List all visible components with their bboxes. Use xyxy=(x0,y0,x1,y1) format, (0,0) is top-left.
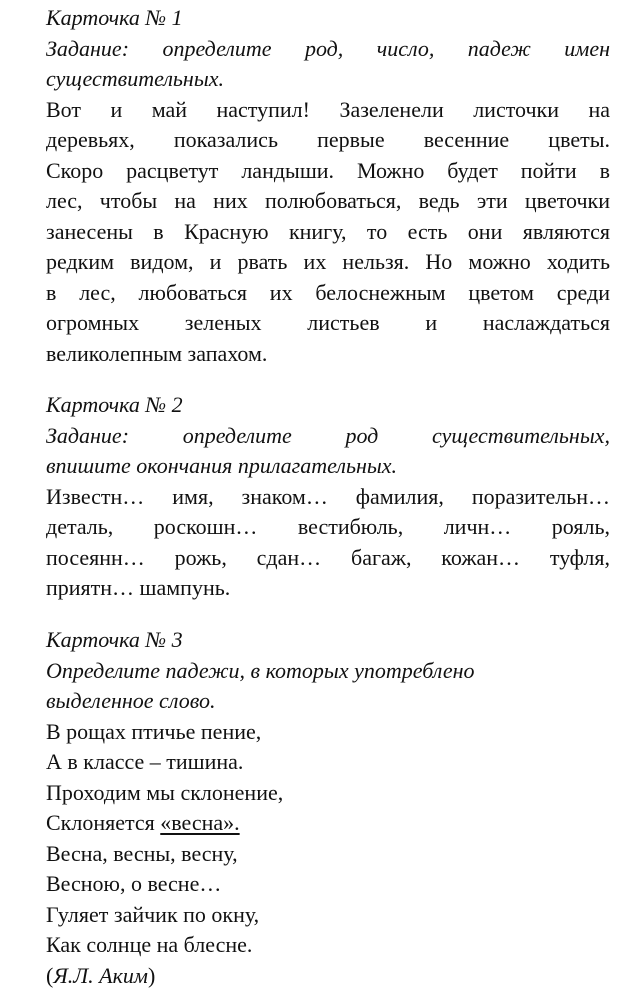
card-1-text-line: огромных зеленых листьев и наслаждаться xyxy=(46,310,610,335)
card-1-text-line: великолепным запахом. xyxy=(46,340,268,366)
card-1-text-line: в лес, любоваться их белоснежным цветом среди xyxy=(46,279,610,305)
card-1-text-line: редким видом, и рвать их нельзя. Но можно ходить xyxy=(46,249,610,274)
highlighted-word: «весна». xyxy=(160,810,240,835)
card-1-task-line: существительных. xyxy=(46,66,224,91)
card-1 xyxy=(46,3,610,369)
poem-line: Проходим мы склонение, xyxy=(46,779,284,805)
card-1-title: Карточка № 1 xyxy=(46,5,183,30)
card-2 xyxy=(46,390,610,604)
poem-line xyxy=(46,808,610,839)
poem-line: А в классе – тишина. xyxy=(46,749,244,774)
poem-author xyxy=(46,961,610,992)
card-1-text-line: занесены в Красную книгу, то есть они являются xyxy=(46,218,610,244)
poem-line: Гуляет зайчик по окну, xyxy=(46,901,260,927)
card-2-text-line: приятн… шампунь. xyxy=(46,575,231,600)
card-1-text-line: лес, чтобы на них полюбоваться, ведь эти цветочки xyxy=(46,188,610,213)
card-3-task-line: Определите падежи, в которых употреблено xyxy=(46,657,475,683)
poem-line: Весна, весны, весну, xyxy=(46,840,238,866)
card-2-text-line: посеянн… рожь, сдан… багаж, кожан… туфля, xyxy=(46,544,610,570)
author-open-paren: ( xyxy=(46,962,54,988)
poem-line-prefix: Склоняется xyxy=(46,810,161,835)
card-1-text-line: Скоро расцветут ландыши. Можно будет пойти в xyxy=(46,157,610,183)
poem-line: Весною, о весне… xyxy=(46,871,222,896)
author-name: Я.Л. Аким xyxy=(53,962,148,988)
card-1-task-line: Задание: определите род, число, падеж имен xyxy=(46,35,610,61)
card-3-title: Карточка № 3 xyxy=(46,627,183,652)
card-3 xyxy=(46,625,610,991)
card-2-task-line: впишите окончания прилагательных. xyxy=(46,453,398,478)
card-1-text-line: деревьях, показались первые весенние цветы. xyxy=(46,127,610,152)
author-close-paren: ) xyxy=(147,962,156,988)
card-3-task-line: выделенное слово. xyxy=(46,688,216,713)
card-2-title: Карточка № 2 xyxy=(46,392,183,417)
card-2-text-line: Известн… имя, знаком… фамилия, поразительн… xyxy=(46,483,610,509)
poem-line: Как солнце на блесне. xyxy=(46,932,253,957)
card-2-text-line: деталь, роскошн… вестибюль, личн… рояль, xyxy=(46,514,610,539)
poem-line: В рощах птичье пение, xyxy=(46,718,262,744)
card-2-task-line: Задание: определите род существительных, xyxy=(46,422,610,448)
card-1-text-line: Вот и май наступил! Зазеленели листочки на xyxy=(46,96,610,122)
